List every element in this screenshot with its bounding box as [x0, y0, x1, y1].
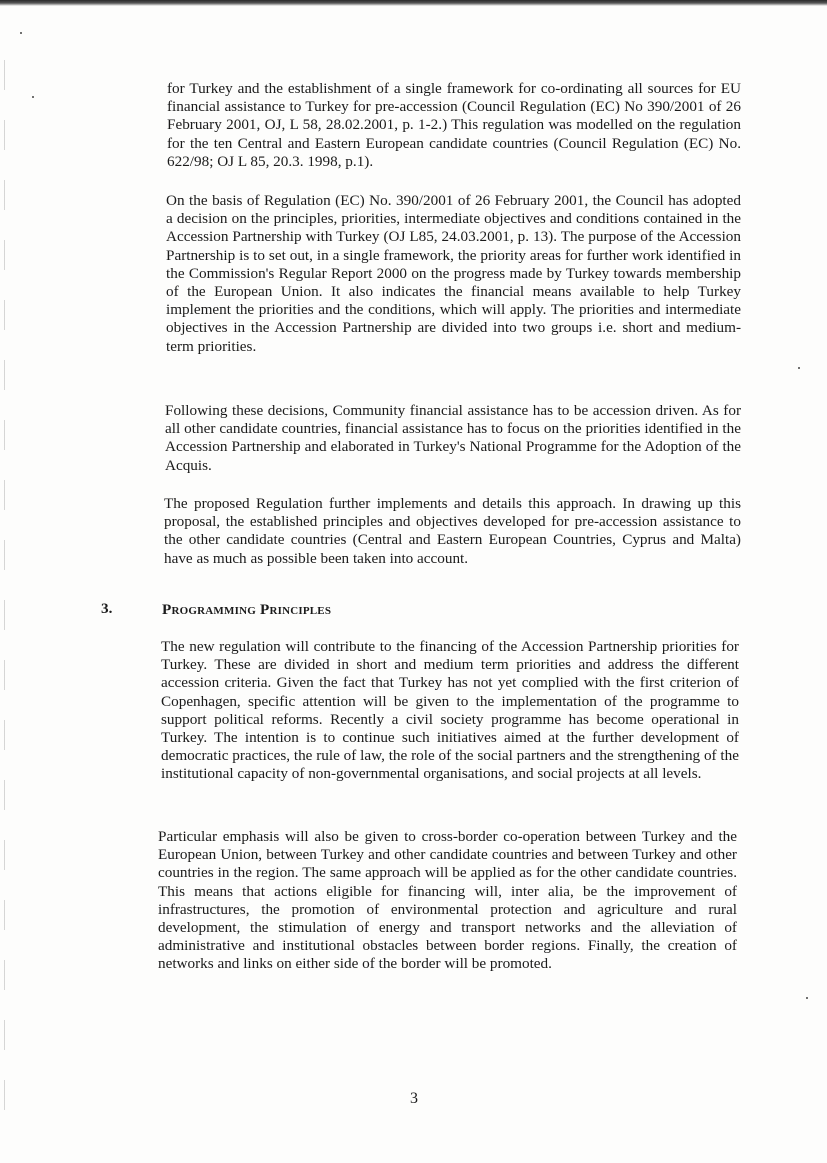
scan-speck — [20, 32, 22, 34]
paragraph-new-regulation: The new regulation will contribute to the financing of the Accession Partnership priorities for Turkey. These are divided in short and medium term priorities and address the different accession criteria. Given the fact that Turkey has not yet complied with the first criterion of Copenhagen, specific attention will be given to the implementation of the programme to support political reforms. Recently a civil society programme has become operational in Turkey. The intention is to continue such initiatives aimed at the further development of democratic practices, the rule of law, the role of the social partners and the strengthening of the institutional capacity of non-governmental organisations, and social projects at all levels. — [161, 638, 739, 783]
paragraph-accession-driven: Following these decisions, Community financial assistance has to be accession driven. As for all other candidate countries, financial assistance has to focus on the priorities identified in the Accession Partnership and elaborated in Turkey's National Programme for the Adoption of the Acquis. — [165, 402, 741, 474]
paragraph-cross-border: Particular emphasis will also be given to cross-border co-operation between Turkey and the European Union, between Turkey and other candidate countries and between Turkey and other countries in the region. The same approach will be applied as for the other candidate countries. This means that actions eligible for financing will, inter alia, be the improvement of infrastructures, the promotion of environmental protection and agriculture and rural development, the stimulation of energy and transport networks and the alleviation of administrative and institutional obstacles between border regions. Finally, the creation of networks and links on either side of the border will be promoted. — [158, 828, 737, 973]
scan-speck — [806, 997, 808, 999]
paragraph-proposed-regulation: The proposed Regulation further implements and details this approach. In drawing up this proposal, the established principles and objectives developed for pre-accession assistance to the other candidate countries (Central and Eastern European Countries, Cyprus and Malta) have as much as possible been taken into account. — [164, 495, 741, 567]
paragraph-intro-continued: for Turkey and the establishment of a single framework for co-ordinating all sources for EU financial assistance to Turkey for pre-accession (Council Regulation (EC) No 390/2001 of 26 February 2001, OJ, L 58, 28.02.2001, p. 1-2.) This regulation was modelled on the regulation for the ten Central and Eastern European candidate countries (Council Regulation (EC) No. 622/98; OJ L 85, 20.3. 1998, p.1). — [167, 80, 741, 170]
scan-speck — [32, 96, 34, 98]
section-heading: Programming Principles — [162, 601, 332, 618]
scan-speck — [798, 367, 800, 369]
paragraph-accession-partnership: On the basis of Regulation (EC) No. 390/2001 of 26 February 2001, the Council has adopted a decision on the principles, priorities, intermediate objectives and conditions contained in the Accession Partnership with Turkey (OJ L85, 24.03.2001, p. 13). The purpose of the Accession Partnership is to set out, in a single framework, the priority areas for further work identified in the Commission's Regular Report 2000 on the progress made by Turkey towards membership of the European Union. It also indicates the financial means available to help Turkey implement the priorities and the conditions, which will apply. The priorities and intermediate objectives in the Accession Partnership are divided into two groups i.e. short and medium-term priorities. — [166, 192, 741, 355]
section-number: 3. — [101, 600, 113, 617]
page-number: 3 — [410, 1090, 418, 1107]
scan-edge-top — [0, 0, 827, 6]
scan-edge-left — [4, 60, 5, 1140]
